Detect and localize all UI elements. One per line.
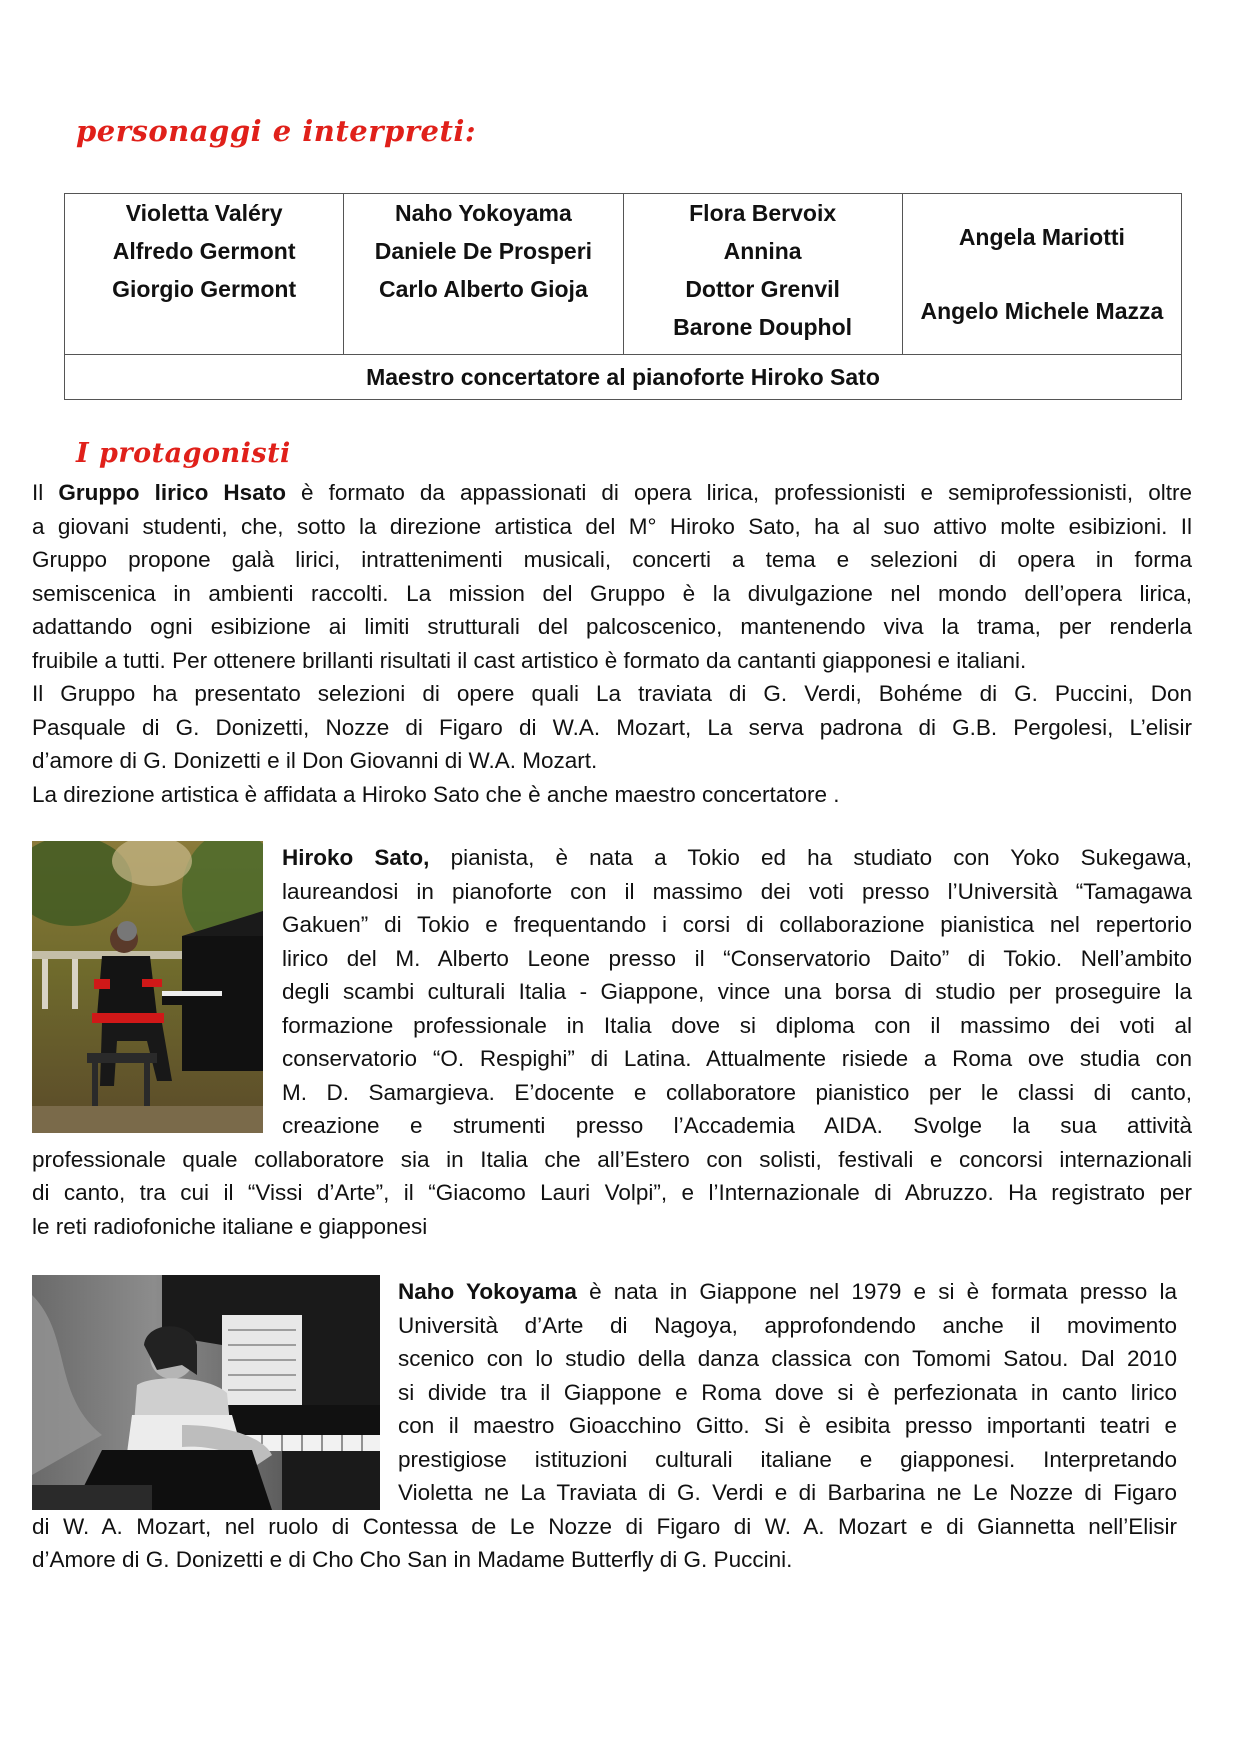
text-line: La direzione artistica è affidata a Hiroko Sato che è anche maestro concertatore . (32, 781, 840, 807)
cast-heading: personaggi e interpreti: (76, 114, 477, 148)
text-run: è nata in Giappone nel 1979 e si è formata presso la (576, 1279, 1178, 1304)
singers-column-2 (902, 194, 1181, 355)
cast-footer-row (65, 355, 1182, 400)
text-line: formazione professionale in Italia dove si diploma con il massimo dei voti al (282, 1012, 1192, 1038)
text-line: scenico con lo studio della danza classica con Tomomi Satou. Dal 2010 (398, 1346, 1177, 1371)
text-line: M. D. Samargieva. E’docente e collaboratore pianistico per le classi di canto, (282, 1079, 1192, 1105)
roles-column-2 (623, 194, 902, 355)
role-grenvil: Dottor Grenvil (685, 276, 840, 302)
text-line: Università d’Arte di Nagoya, approfondendo anche il movimento (398, 1312, 1177, 1338)
text-line: si divide tra il Giappone e Roma dove si è perfezionata in canto lirico (398, 1379, 1177, 1405)
text-run: pianista, è nata a Tokio ed ha studiato con Yoko Sukegawa, (429, 845, 1192, 870)
text-line: di canto, tra cui il “Vissi d’Arte”, il “Giacomo Lauri Volpi”, e l’Internazionale di Abruzzo. Ha registrato per (32, 1180, 1192, 1205)
protagonists-heading: I protagonisti (76, 438, 291, 469)
roles-column-1 (65, 194, 344, 355)
cell-spacer (907, 256, 1177, 292)
text-line: prestigiose istituzioni culturali italiane e giapponesi. Interpretando (398, 1446, 1177, 1472)
text-line: professionale quale collaboratore sia in Italia che all’Estero con solisti, festivali e concorsi internazionali (32, 1146, 1192, 1172)
text-line (32, 1275, 1177, 1309)
text-line: Gruppo propone galà lirici, intrattenimenti musicali, concerti a tema e selezioni di opera in forma (32, 547, 1192, 572)
text-line: semiscenica in ambienti raccolti. La mission del Gruppo è la divulgazione nel mondo dell’opera lirica, (32, 580, 1192, 606)
text-line: Pasquale di G. Donizetti, Nozze di Figaro di W.A. Mozart, La serva padrona di G.B. Pergolesi, L’elisir (32, 714, 1192, 740)
text-line: d’amore di G. Donizetti e il Don Giovanni di W.A. Mozart. (32, 748, 598, 773)
singers-column-1 (344, 194, 623, 355)
text-line: creazione e strumenti presso l’Accademia AIDA. Svolge la sua attività (282, 1113, 1192, 1138)
text-line: degli scambi culturali Italia - Giappone, vince una borsa di studio per proseguire la (282, 979, 1192, 1004)
text-line: adattando ogni esibizione ai limiti strutturali del palcoscenico, mantenendo viva la trama, per renderla (32, 614, 1192, 639)
singer-mazza: Angelo Michele Mazza (920, 298, 1164, 324)
role-douphol: Barone Douphol (673, 314, 853, 340)
text-line (32, 476, 1192, 510)
text-line: le reti radiofoniche italiane e giapponesi (32, 1213, 428, 1239)
text-line: Violetta ne La Traviata di G. Verdi e di Barbarina ne Le Nozze di Figaro (398, 1480, 1177, 1505)
text-line: a giovani studenti, che, sotto la direzione artistica del M° Hiroko Sato, ha al suo attivo molte esibizioni. Il (32, 513, 1192, 539)
text-run: Il (32, 480, 59, 505)
text-line: d’Amore di G. Donizetti e di Cho Cho San in Madame Butterfly di G. Puccini. (32, 1547, 793, 1572)
intro-paragraph (32, 476, 1192, 811)
bio-name: Naho Yokoyama (398, 1279, 577, 1304)
hiroko-sato-bio (32, 841, 1192, 1243)
role-alfredo: Alfredo Germont (112, 238, 296, 264)
text-line: conservatorio “O. Respighi” di Latina. Attualmente risiede a Roma ove studia con (282, 1046, 1192, 1071)
text-line: con il maestro Gioacchino Gitto. Si è esibita presso importanti teatri e (398, 1413, 1177, 1438)
cast-table (64, 193, 1182, 400)
role-flora: Flora Bervoix (689, 200, 837, 226)
singer-mariotti: Angela Mariotti (958, 224, 1125, 250)
singer-yokoyama: Naho Yokoyama (394, 200, 572, 226)
text-line: lirico del M. Alberto Leone presso il “Conservatorio Daito” di Tokio. Nell’ambito (282, 945, 1192, 971)
text-line: Il Gruppo ha presentato selezioni di opere quali La traviata di G. Verdi, Bohéme di G. Puccini, Don (32, 681, 1192, 706)
text-line: fruibile a tutti. Per ottenere brillanti risultati il cast artistico è formato da cantanti giapponesi e italiani. (32, 647, 1027, 673)
naho-yokoyama-bio (32, 1275, 1177, 1577)
role-violetta: Violetta Valéry (125, 200, 283, 226)
role-annina: Annina (723, 238, 802, 264)
singer-de-prosperi: Daniele De Prosperi (374, 238, 593, 264)
maestro-concertatore: Maestro concertatore al pianoforte Hiroko Sato (65, 355, 1182, 400)
singer-gioja: Carlo Alberto Gioja (379, 276, 588, 302)
text-run: è formato da appassionati di opera lirica, professionisti e semiprofessionisti, oltre (285, 480, 1192, 505)
cast-row (65, 194, 1182, 355)
text-line: Gakuen” di Tokio e frequentando i corsi di collaborazione pianistica nel repertorio (282, 912, 1192, 937)
text-line: laureandosi in pianoforte con il massimo dei voti presso l’Università “Tamagawa (282, 878, 1192, 904)
text-line: di W. A. Mozart, nel ruolo di Contessa de Le Nozze di Figaro di W. A. Mozart e di Giannetta nell’Elisir (32, 1513, 1177, 1539)
bio-name: Hiroko Sato, (282, 845, 430, 870)
group-name: Gruppo lirico Hsato (58, 480, 286, 505)
text-line (32, 841, 1192, 875)
role-giorgio: Giorgio Germont (112, 276, 297, 302)
